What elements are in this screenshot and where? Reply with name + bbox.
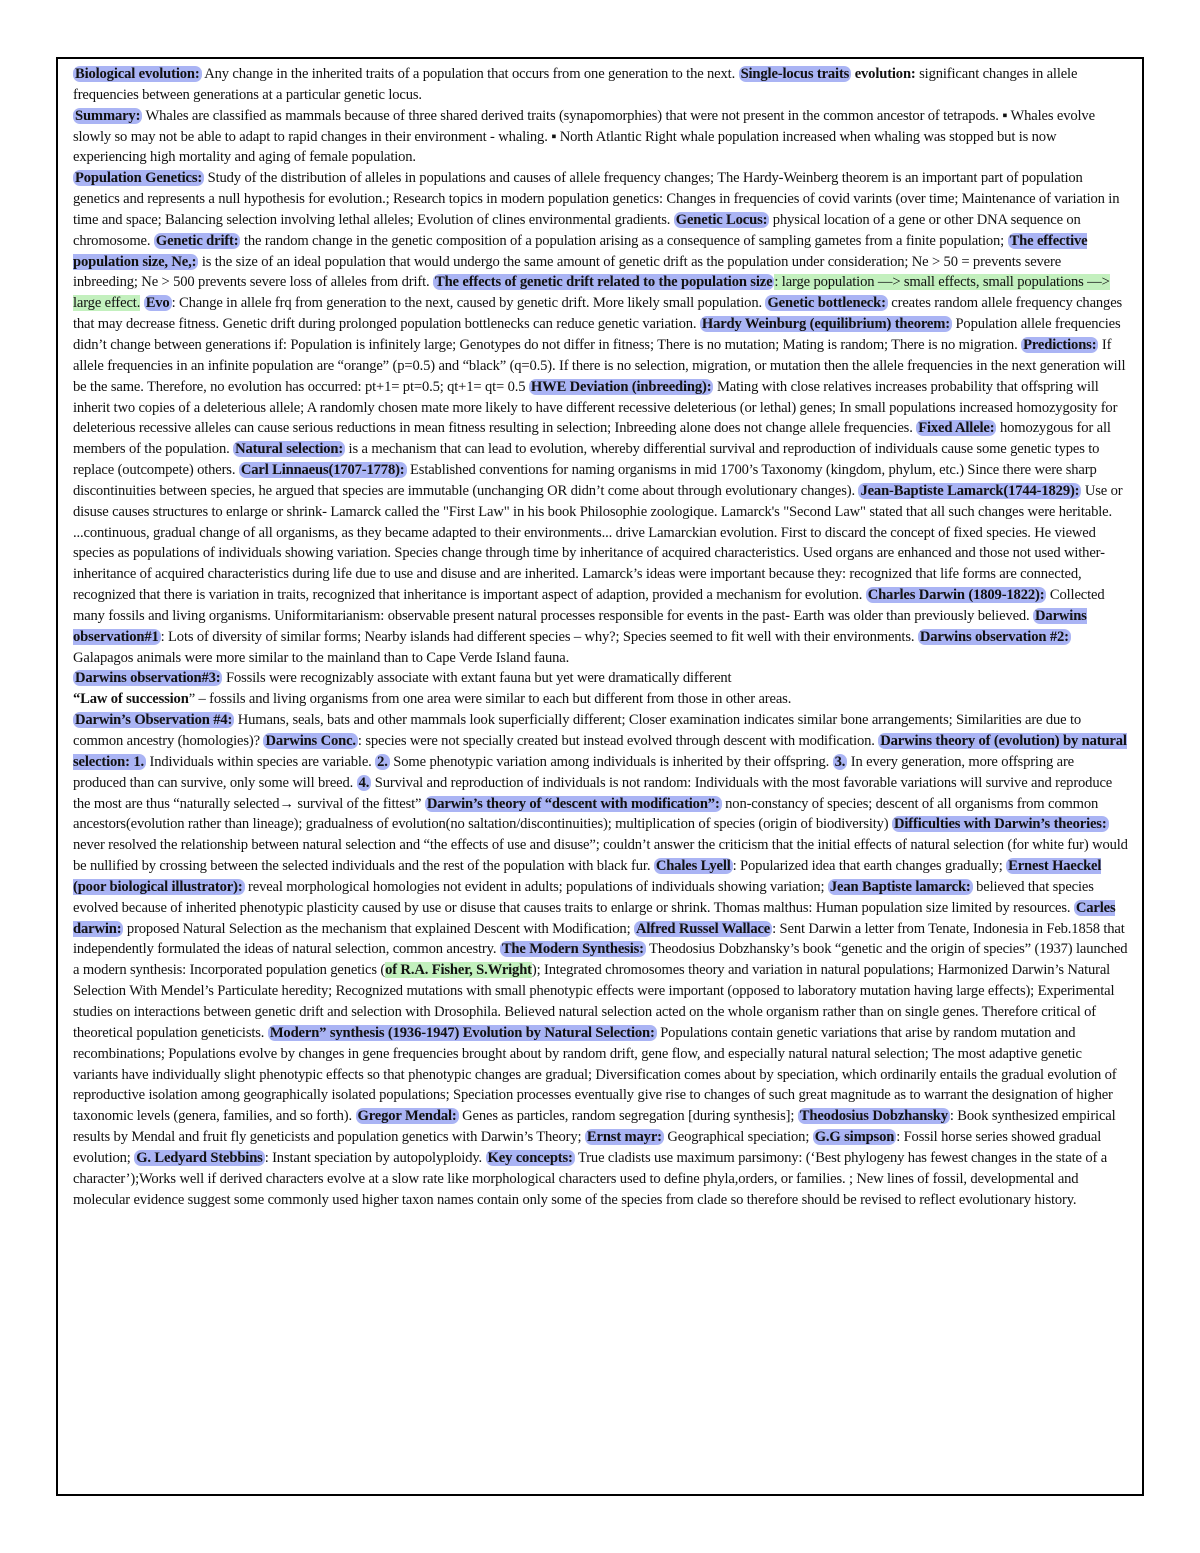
- body-text: Fossils were recognizably associate with extant fauna but yet were dramatically different: [222, 670, 732, 687]
- body-text: Mating with close relatives increases probability that offspring will inherit two copies of a deleterious allele; A randomly chosen mate more likely to have different recessive deleterious (or lethal) genes; In small populations increased homozygosity for deleterious recessive alleles can cause serious reductions in mean fitness resulting in selection; Inbreeding alone does not change allele frequencies.: [73, 378, 1118, 437]
- body-text: True cladists use maximum parsimony: (‘Best phylogeny has fewest changes in the state of a character’);Works well if derived characters evolve at a slow rate like morphological characters used to define phyla,orders, or families. ; New lines of fossil, developmental and molecular evidence suggest some commonly used higher taxon names contain only some of the species from clade so therefore should be revised to reflect evolutionary history.: [73, 1149, 1108, 1208]
- body-text: Population allele frequencies didn’t change between generations if: Population is infinitely large; Genotypes do not differ in fitness; There is no mutation; Mating is random; There is no migration.: [73, 316, 1121, 353]
- highlighted-term: Single-locus traits: [740, 66, 850, 82]
- body-text: believed that species evolved because of inherited phenotypic plasticity caused by use or disuse that causes traits to enlarge or shrink. Thomas malthus: Human population size limited by resources.: [73, 878, 1094, 916]
- highlighted-term: Evo: [145, 295, 170, 312]
- body-text: Individuals within species are variable.: [146, 753, 376, 770]
- highlighted-term: Darwins Conc.: [265, 733, 356, 749]
- green-highlight-term: of R.A. Fisher, S.Wright: [385, 962, 532, 979]
- highlighted-term: 3.: [834, 753, 846, 770]
- highlighted-term: Fixed Allele:: [918, 420, 995, 437]
- body-text: significant changes in allele frequencies between generations at a particular genetic locus.: [73, 66, 1078, 103]
- body-text: : Instant speciation by autopolyploidy.: [264, 1149, 486, 1166]
- highlighted-term: The Modern Synthesis:: [501, 941, 644, 958]
- body-text: Any change in the inherited traits of a population that occurs from one generation to the next.: [201, 66, 739, 82]
- body-text: Use or disuse causes structures to enlarge or shrink- Lamarck called the "First Law" in his book Philosophie zoologique. Lamarck's "Second Law" stated that all such changes were heritable. ...continuous, gradual change of all organisms, as they became adapted to their environments... drive Lamarckian evolution. First to discard the concept of fixed species. He viewed species as populations of individuals showing variation. Species change through time by inheritance of acquired characteristics. Used organs are enhanced and those not used wither- inheritance of acquired characteristics during life due to use and disuse and are inherited. Lamarck’s ideas were important because they: recognized that life forms are connected, recognized that there is variation in traits, recognized that inheritance is important aspect of adaption, provided a mechanism for evolution.: [73, 482, 1123, 604]
- highlighted-term: Gregor Mendal:: [357, 1108, 457, 1125]
- highlighted-term: Chales Lyell: [655, 858, 731, 875]
- highlighted-term: Darwins observation#1: [73, 607, 1087, 645]
- body-text: If allele frequencies in an infinite population are “orange” (p=0.5) and “black” (q=0.5). If there is no selection, migration, or mutation then the allele frequencies in the next generation will be the same. Therefore, no evolution has occurred: pt+1= pt=0.5; qt+1= qt= 0.5: [73, 336, 1126, 395]
- highlighted-term: G. Ledyard Stebbins: [136, 1149, 263, 1166]
- body-text: : Fossil horse series showed gradual evolution;: [73, 1129, 1102, 1166]
- highlighted-term: Natural selection:: [235, 441, 344, 458]
- highlighted-term: Darwins theory of (evolution) by natural selection: 1.: [73, 733, 1127, 770]
- highlighted-term: Jean-Baptiste Lamarck(1744-1829):: [860, 482, 1080, 499]
- highlighted-term: Carles darwin:: [73, 899, 1116, 937]
- body-text: : Lots of diversity of similar forms; Nearby islands had different species – why?; Species seemed to fit well with their environments.: [160, 628, 918, 645]
- body-text: physical location of a gene or other DNA sequence on chromosome.: [73, 211, 1081, 249]
- highlighted-term: 2.: [377, 753, 388, 770]
- body-text: In every generation, more offspring are produced than can survive, only some will breed.: [73, 753, 1074, 791]
- body-text: Galapagos animals were more similar to the mainland than to Cape Verde Island fauna.: [73, 649, 570, 666]
- highlighted-term: Charles Darwin (1809-1822):: [867, 587, 1045, 604]
- highlighted-term: The effective population size, Ne,:: [73, 232, 1088, 270]
- body-text: Geographical speciation;: [663, 1129, 813, 1146]
- body-text: reveal morphological homologies not evident in adults; populations of individuals showing variation;: [244, 878, 828, 895]
- body-text: the random change in the genetic composition of a population arising as a consequence of sampling gametes from a finite population;: [240, 232, 1008, 249]
- body-text: Some phenotypic variation among individuals is inherited by their offspring.: [389, 753, 833, 770]
- highlighted-term: G.G simpson: [814, 1129, 895, 1146]
- green-highlight-text: : large population —> small effects, small populations —> large effect.: [73, 274, 1110, 312]
- body-text: ” – fossils and living organisms from one area were similar to each but different from those in other areas.: [188, 691, 792, 708]
- highlighted-term: Biological evolution:: [75, 66, 200, 82]
- body-text: : Sent Darwin a letter from Tenate, Indonesia in Feb.1858 that independently formulated the ideas of natural selection, common ancestry.: [73, 920, 1125, 958]
- highlighted-term: Ernest Haeckel (poor biological illustrator):: [73, 858, 1102, 895]
- body-text: non-constancy of species; descent of all organisms from common ancestors(evolution rather than lineage); gradualness of evolution(no saltation/discontinuities); multiplication of species (origin of biodiversity): [73, 795, 1099, 833]
- highlighted-term: Darwins observation#3:: [75, 670, 221, 687]
- highlighted-term: Darwin’s theory of “descent with modification”:: [426, 795, 720, 812]
- highlighted-term: Jean Baptiste lamarck:: [829, 878, 971, 895]
- body-text: is the size of an ideal population that would undergo the same amount of genetic drift as the population under consideration; Ne > 50 = prevents severe inbreeding; Ne > 500 prevents severe loss of alleles from drift.: [73, 253, 1062, 291]
- highlighted-term: Carl Linnaeus(1707-1778):: [240, 462, 405, 479]
- highlighted-term: Darwins observation #2:: [919, 628, 1069, 645]
- body-text: homozygous for all members of the population.: [73, 420, 1111, 458]
- body-text: Established conventions for naming organisms in mid 1700’s Taxonomy (kingdom, phylum, etc.) Since there were sharp discontinuities between species, he argued that species are immutable (unchanging OR didn’t come about through evolutionary changes).: [73, 462, 1097, 499]
- body-text: Populations contain genetic variations that arise by random mutation and recombinations; Populations evolve by changes in gene frequencies brought about by random drift, gene flow, and especially natural natural selection; The most adaptive genetic variants have individually slight phenotypic effects so that phenotypic changes are gradual; Diversification comes about by speciation, which ordinarily entails the gradual evolution of reproductive isolation among geographically isolated populations; Speciation processes eventually give rise to changes of such great magnitude as to warrant the designation of higher taxonomic levels (genera, families, and so forth).: [73, 1024, 1117, 1125]
- body-text: Whales are classified as mammals because of three shared derived traits (synapomorphies) that were not present in the common ancestor of tetrapods. ▪ Whales evolve slowly so may not be able to adapt to rapid changes in their environment - whaling. ▪ North Atlantic Right whale population increased when whaling was stopped but is now experiencing high mortality and aging of female population.: [73, 107, 1095, 166]
- highlighted-term: 4.: [358, 774, 370, 791]
- highlighted-term: Genetic Locus:: [675, 211, 768, 228]
- highlighted-term: Difficulties with Darwin’s theories:: [894, 816, 1107, 833]
- bold-term: “Law of succession: [73, 691, 189, 708]
- body-text: Theodosius Dobzhansky’s book “genetic and the origin of species” (1937) launched a modern synthesis: Incorporated population genetics (: [73, 941, 1128, 979]
- highlighted-term: Key concepts:: [487, 1149, 573, 1166]
- body-text: : Change in allele frq from generation to the next, caused by genetic drift. More likely small population.: [171, 295, 766, 312]
- bold-term: evolution:: [851, 66, 916, 82]
- body-text: : species were not specially created but instead evolved through descent with modification.: [357, 733, 879, 749]
- body-text: ); Integrated chromosomes theory and variation in natural populations; Harmonized Darwin’s Natural Selection With Mendel’s Particulate heredity; Recognized mutations with small phenotypic effects were important (opposed to laboratory mutation having large effects); Experimental studies on interactions between genetic drift and selection with Drosophila. Believed natural selection acted on the whole organism rather than on single genes. Therefore critical of theoretical population geneticists.: [73, 962, 1115, 1041]
- highlighted-term: The effects of genetic drift related to the population size: [434, 274, 773, 291]
- body-text: Study of the distribution of alleles in populations and causes of allele frequency changes; The Hardy-Weinberg theorem is an important part of population genetics and represents a null hypothesis for evolution.; Research topics in modern population genetics: Changes in frequencies of covid varints (over time; Maintenance of variation in time and space; Balancing selection involving lethal alleles; Evolution of clines environmental gradients.: [73, 170, 1120, 228]
- study-notes-body: [73, 64, 1128, 1210]
- body-text: creates random allele frequency changes that may decrease fitness. Genetic drift during prolonged population bottlenecks can reduce genetic variation.: [73, 295, 1123, 333]
- highlighted-term: Theodosius Dobzhansky: [799, 1108, 948, 1125]
- body-text: : Popularized idea that earth changes gradually;: [732, 858, 1007, 875]
- study-sheet-page: [56, 57, 1144, 1496]
- highlighted-term: Genetic bottleneck:: [767, 295, 886, 312]
- body-text: proposed Natural Selection as the mechanism that explained Descent with Modification;: [123, 920, 634, 937]
- body-text: Survival and reproduction of individuals is not random: Individuals with the most favorable variations will survive and reproduce the most are thus “naturally selected→ survival of the fittest”: [73, 774, 1113, 812]
- highlighted-term: Ernst mayr:: [586, 1129, 662, 1146]
- highlighted-term: HWE Deviation (inbreeding):: [530, 378, 712, 395]
- highlighted-term: Darwin’s Observation #4:: [75, 712, 233, 729]
- highlighted-term: Summary:: [75, 107, 141, 124]
- body-text: Collected many fossils and living organisms. Uniformitarianism: observable present natural processes responsible for events in the past- Earth was older than previously believed.: [73, 587, 1105, 624]
- highlighted-term: Predictions:: [1023, 336, 1097, 353]
- body-text: never resolved the relationship between natural selection and “the effects of use and disuse”; couldn’t answer the criticism that the initial effects of natural selection (for white fur) would be nullified by crossing between the selected individuals and the rest of the population with black fur.: [73, 837, 1128, 875]
- body-text: is a mechanism that can lead to evolution, whereby differential survival and reproduction of individuals cause some genetic types to replace (outcompete) others.: [73, 441, 1100, 479]
- highlighted-term: Alfred Russel Wallace: [635, 920, 771, 937]
- highlighted-term: Modern” synthesis (1936-1947) Evolution by Natural Selection:: [269, 1024, 655, 1041]
- highlighted-term: Hardy Weinburg (equilibrium) theorem:: [701, 316, 950, 333]
- highlighted-term: Genetic drift:: [155, 232, 239, 249]
- body-text: : Book synthesized empirical results by Mendal and fruit fly geneticists and population genetics with Darwin’s Theory;: [73, 1108, 1116, 1146]
- highlighted-term: Population Genetics:: [75, 170, 203, 187]
- body-text: Genes as particles, random segregation [during synthesis];: [458, 1108, 798, 1125]
- body-text: Humans, seals, bats and other mammals look superficially different; Closer examination indicates similar bone arrangements; Similarities are due to common ancestry (homologies)?: [73, 712, 1082, 749]
